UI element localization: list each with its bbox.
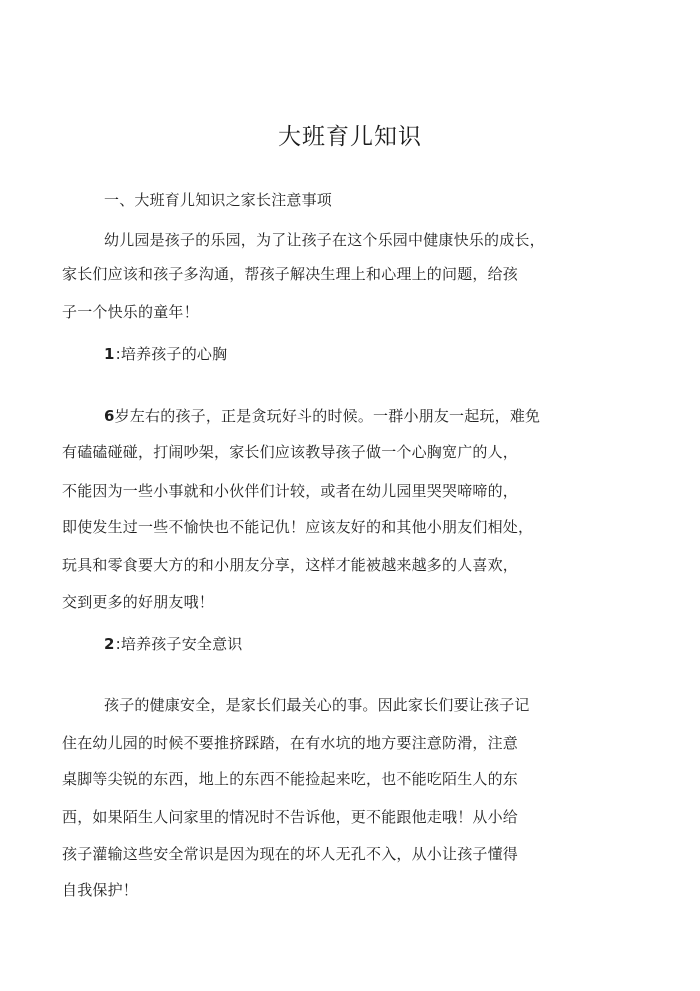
- point1-line-1: [104, 406, 540, 426]
- point2-line-5: 孩子灌输这些安全常识是因为现在的坏人无孔不入，从小让孩子懂得: [62, 845, 519, 863]
- point1-number: 1: [104, 345, 115, 363]
- intro-line-3: 子一个快乐的童年！: [62, 303, 199, 321]
- point2-heading: [104, 634, 243, 654]
- point1-line-1-text: 岁左右的孩子，正是贪玩好斗的时候。一群小朋友一起玩，难免: [114, 407, 541, 425]
- point1-line-3: 不能因为一些小事就和小伙伴们计较，或者在幼儿园里哭哭啼啼的，: [62, 482, 519, 500]
- point2-line-3: 桌脚等尖锐的东西，地上的东西不能捡起来吃，也不能吃陌生人的东: [62, 770, 519, 788]
- point1-heading: [104, 344, 227, 364]
- point1-lead-number: 6: [104, 407, 115, 425]
- document-title: 大班育儿知识: [278, 124, 422, 150]
- intro-line-1: 幼儿园是孩子的乐园，为了让孩子在这个乐园中健康快乐的成长，: [104, 231, 545, 249]
- point1-line-6: 交到更多的好朋友哦！: [62, 593, 215, 611]
- point2-line-1: 孩子的健康安全，是家长们最关心的事。因此家长们要让孩子记: [104, 696, 530, 714]
- point1-line-4: 即使发生过一些不愉快也不能记仇！应该友好的和其他小朋友们相处，: [62, 518, 534, 536]
- point2-line-2: 住在幼儿园的时候不要推挤踩踏，在有水坑的地方要注意防滑，注意: [62, 734, 519, 752]
- point1-title: :培养孩子的心胸: [115, 345, 228, 363]
- point1-line-2: 有磕磕碰碰，打闹吵架，家长们应该教导孩子做一个心胸宽广的人，: [62, 443, 519, 461]
- point2-line-4: 西，如果陌生人问家里的情况时不告诉他，更不能跟他走哦！从小给: [62, 808, 519, 826]
- point1-line-5: 玩具和零食要大方的和小朋友分享，这样才能被越来越多的人喜欢，: [62, 556, 519, 574]
- point2-line-6: 自我保护！: [62, 881, 139, 899]
- point2-title: :培养孩子安全意识: [115, 635, 243, 653]
- intro-line-2: 家长们应该和孩子多沟通，帮孩子解决生理上和心理上的问题，给孩: [62, 265, 519, 283]
- point2-number: 2: [104, 635, 115, 653]
- section-heading: 一、大班育儿知识之家长注意事项: [104, 191, 333, 209]
